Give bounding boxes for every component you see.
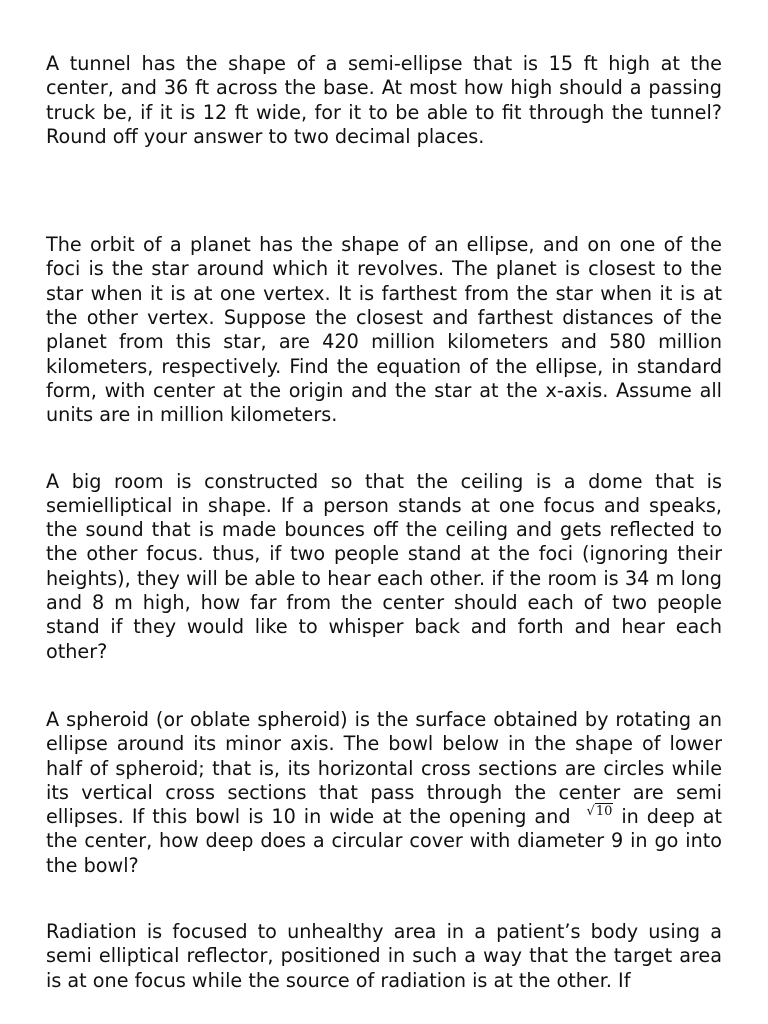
problem-radiation-reflector: Radiation is focused to unhealthy area in a patient’s body using a semi elliptical reflector, positioned in such a way that the target area is at one focus while the source of radiation is at the other. If — [46, 920, 722, 992]
problem-tunnel: A tunnel has the shape of a semi-ellipse that is 15 ft high at the center, and 36 ft across the base. At most how high should a passing truck be, if it is 12 ft wide, for it to be able to fit through the tunnel? Round off your answer to two decimal places. — [46, 52, 722, 148]
spheroid-text-before: A spheroid (or oblate spheroid) is the surface obtained by rotating an ellipse around its minor axis. The bowl below in the shape of lower half of spheroid; that is, its horizontal cross sections are circles while its vertical cross sections that pass through the center are semi ellipses. If this bowl is 10 in wide at the opening and — [46, 707, 722, 829]
radical-sign: √ — [586, 804, 595, 820]
spheroid-text-after: in deep at the center, how deep does a circular cover with diameter 9 in go into the bowl? — [46, 805, 722, 877]
problem-whispering-room: A big room is constructed so that the ceiling is a dome that is semielliptical in shape. If a person stands at one focus and speaks, the sound that is made bounces off the ceiling and gets reflected to the other focus. thus, if two people stand at the foci (ignoring their heights), they will be able to hear each other. if the room is 34 m long and 8 m high, how far from the center should each of two people stand if they would like to whisper back and forth and hear each other? — [46, 469, 722, 663]
problem-spheroid-bowl — [46, 708, 722, 878]
document-page — [46, 52, 722, 993]
sqrt-10-formula — [587, 805, 614, 818]
radicand: 10 — [595, 804, 613, 820]
problem-planet-orbit: The orbit of a planet has the shape of an ellipse, and on one of the foci is the star around which it revolves. The planet is closest to the star when it is at one vertex. It is farthest from the star when it is at the other vertex. Suppose the closest and farthest distances of the planet from this star, are 420 million kilometers and 580 million kilometers, respectively. Find the equation of the ellipse, in standard form, with center at the origin and the star at the x-axis. Assume all units are in million kilometers. — [46, 233, 722, 427]
